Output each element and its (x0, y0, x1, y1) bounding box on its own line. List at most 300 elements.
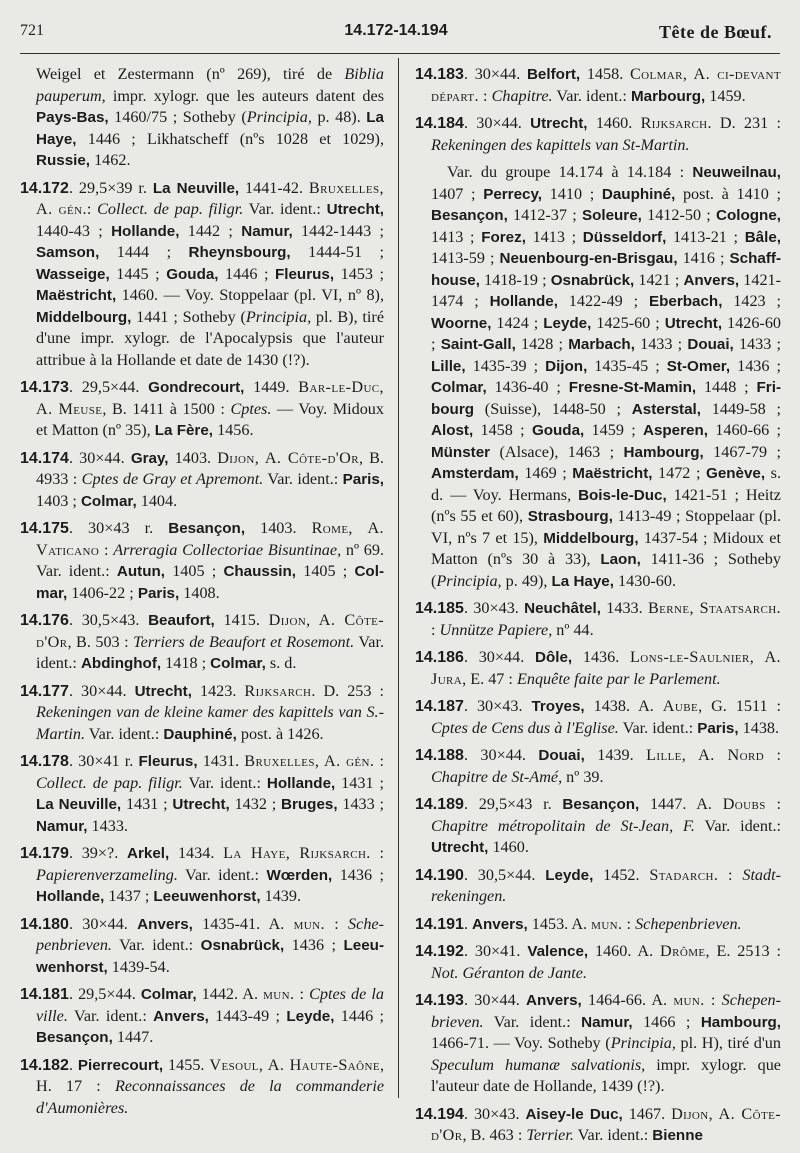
italic-title: Schepenbrieven. (36, 914, 384, 954)
entry-text: 1466-71. — Voy. Sotheby ( (431, 1034, 611, 1052)
place-name: Valence, (527, 943, 589, 960)
entry-text: — Voy. Midoux et Matton (nº 35), (36, 399, 384, 439)
entry-text: . 30,5×43. (68, 611, 149, 629)
entry-text: 1452. (593, 865, 650, 884)
place-name: Aisey-le Duc, (525, 1105, 623, 1123)
italic-title: Cptes. (230, 399, 272, 418)
place-name: Saint-Gall, (440, 336, 516, 353)
place-name: Fleurus, (274, 265, 335, 283)
place-name: Wasseige, (36, 265, 110, 283)
entry-text: 1449-58 ; (701, 399, 782, 418)
place-name: Leeuwenhorst, (153, 888, 261, 905)
entry-number: 14.177 (20, 682, 69, 700)
place-name: Gondrecourt, (148, 379, 245, 396)
place-name: Maëstricht, (572, 465, 653, 482)
place-name: Leyde, (545, 866, 594, 884)
archive-name: Bar-le-Duc, A. Meuse (36, 378, 384, 418)
place-name: Arkel, (127, 845, 170, 862)
place-name: Pierrecourt, (77, 1056, 164, 1074)
entry-text: Var. ident.: (552, 86, 631, 105)
place-name: Hambourg, (623, 443, 704, 461)
place-name: Anvers, (526, 992, 582, 1009)
entry-text: 1459. (705, 86, 746, 105)
place-name: Utrecht, (134, 682, 192, 700)
entry-number: 14.182 (20, 1056, 69, 1074)
italic-title: Terrier. (526, 1126, 574, 1144)
entry-text: p. 49), (501, 571, 552, 590)
watermark-entry (20, 1055, 384, 1120)
entry-text: . 30×43. (463, 599, 525, 617)
watermark-entry (20, 751, 384, 837)
place-name: Colmar, (431, 379, 487, 396)
entry-text: 1453. A. (527, 914, 592, 933)
page-header (20, 22, 772, 44)
place-name: Dauphiné, (601, 185, 676, 203)
entry-text: 1456. (213, 421, 254, 439)
place-name: Colmar, (36, 563, 384, 602)
place-name: Belfort, (526, 66, 581, 83)
place-name: Maëstricht, (36, 287, 117, 304)
watermark-entry (415, 696, 781, 739)
place-name: Forez, (481, 228, 526, 246)
entry-text: 1458. (580, 65, 630, 83)
italic-title: Cptes de la ville. (36, 985, 384, 1025)
watermark-entry (415, 598, 781, 641)
italic-title: Papierenverzameling. (36, 865, 178, 884)
archive-name: Rijksarch (640, 114, 708, 132)
entry-text: 1460. — Voy. Stoppelaar (pl. VI, nº 8), (116, 286, 384, 304)
place-name: Schaffhouse, (431, 250, 782, 289)
place-name: Paris, (137, 584, 180, 602)
entry-text: 1459 ; (584, 421, 643, 439)
entry-text: impr. xylogr. que l'auteur date de Hollande, 1439 (!?). (431, 1055, 781, 1095)
watermark-entry (415, 113, 781, 156)
entry-text: 1416 ; (677, 249, 730, 267)
entry-text: 1455. (163, 1055, 210, 1074)
place-name: Anvers, (153, 1007, 209, 1025)
entry-text: 1413 ; (525, 227, 583, 246)
place-name: Leyde, (543, 314, 592, 332)
entry-text: 1439. (584, 746, 647, 764)
entry-text: 1405 ; (296, 562, 355, 580)
place-name: Neuchâtel, (524, 600, 601, 617)
entry-number: 14.186 (415, 649, 464, 666)
entry-text: 1469 ; (518, 464, 573, 482)
entry-text: 1436-40 ; (486, 378, 569, 396)
italic-title: Terriers de Beaufort et Rosemont. (133, 632, 355, 651)
italic-title: Cptes de Gray et Apremont. (81, 470, 264, 488)
place-name: Hollande, (489, 293, 558, 310)
entry-number: 14.188 (415, 747, 464, 764)
entry-text: Var. ident.: (182, 773, 267, 792)
entry-text: 1442. A. (196, 985, 264, 1003)
place-name: Leyde, (286, 1007, 335, 1025)
entry-number: 14.185 (415, 600, 464, 617)
italic-title: Collect. de pap. filigr. (97, 200, 244, 218)
entry-text: 1408. (179, 583, 220, 602)
italic-title: Reconnaissances de la commanderie d'Aumonières. (36, 1077, 385, 1117)
italic-title: Principia, (436, 571, 502, 590)
entry-number: 14.180 (20, 915, 69, 933)
entry-text: . 30×44. (463, 991, 527, 1009)
entry-text: 1403 ; (36, 491, 81, 510)
place-name: Dauphiné, (163, 725, 237, 743)
entry-text: : (294, 985, 310, 1003)
header-rule (20, 53, 780, 54)
entry-text: . D. 253 : (311, 681, 384, 700)
entry-text: 1436 ; (284, 936, 344, 954)
italic-title: Chapitre de St-Amé, (431, 767, 563, 786)
entry-text: : (324, 914, 349, 933)
italic-title: Cptes de Cens dus à l'Eglise. (431, 718, 619, 737)
entry-text: , B. 463 : (462, 1126, 527, 1144)
place-name: La Neuville, (152, 179, 240, 197)
watermark-entry (20, 178, 384, 372)
entry-number: 14.192 (415, 943, 464, 960)
entry-text: 1446 ; (218, 264, 275, 283)
entry-text: 1444 ; (99, 243, 189, 261)
place-name: Cologne, (716, 207, 781, 224)
entry-text: 1433. (87, 816, 128, 835)
place-name: Fribourg (431, 379, 781, 418)
entry-number: 14.174 (20, 449, 69, 467)
entry-text: 1442 ; (179, 221, 242, 240)
entry-text: : (765, 795, 782, 813)
archive-name: mun. (591, 914, 623, 933)
entry-text: 1430-60. (613, 571, 677, 590)
place-name: Middelbourg, (543, 529, 639, 547)
entry-text: 1439-54. (107, 957, 170, 976)
entry-text: . 30×41. (463, 942, 528, 960)
archive-name: Doubs (722, 795, 766, 813)
place-name: Hambourg, (700, 1013, 781, 1031)
place-name: Colmar, (80, 492, 137, 510)
entry-text: 1412-37 ; (507, 206, 582, 224)
place-name: Fleurus, (138, 753, 198, 770)
entry-text: : (764, 746, 781, 764)
entry-text: , G. 1511 : (698, 697, 781, 715)
entry-text: Var. ident.: (483, 1012, 582, 1031)
italic-title: Enquête faite par le Parlement. (516, 669, 721, 688)
watermark-entry (415, 941, 781, 984)
place-name: Douai, (538, 747, 585, 764)
entry-text: 1403. (168, 448, 218, 467)
archive-name: Colmar, A. ci-devant départ. (431, 65, 781, 105)
italic-title: Schepenbrieven. (635, 914, 742, 933)
entry-text: post. à 1426. (236, 724, 324, 743)
place-name: Marbach, (568, 336, 635, 353)
watermark-entry (20, 448, 384, 513)
italic-title: Not. Géranton de Jante. (431, 963, 588, 982)
place-name: Neuweilnau, (692, 164, 781, 181)
italic-title: Arreragia Collectoriae Bisuntinae, (113, 540, 342, 559)
archive-name: Dijon, A. Côte-d'Or (36, 611, 385, 651)
place-name: Dijon, (545, 357, 588, 375)
watermark-entry (415, 745, 781, 788)
entry-text: 1421 ; (634, 270, 684, 289)
entry-text: . 30×44. (463, 648, 535, 666)
entry-text: Var. ident.: (85, 724, 164, 743)
entry-text: 1437-54 ; Midoux et Matton (nºs 30 à 33), (431, 528, 781, 568)
entry-text: Var. ident.: (263, 470, 343, 488)
archive-name: Lons-le-Saulnier, A. Jura (431, 648, 781, 688)
running-title: Tête de Bœuf. (659, 22, 772, 42)
place-name: Bienne (652, 1127, 703, 1144)
place-name: Paris, (342, 471, 384, 488)
entry-text: . (463, 914, 473, 933)
watermark-entry (20, 843, 384, 908)
entry-text: 1412-50 ; (641, 206, 717, 224)
italic-title: Principia, (246, 108, 312, 126)
entry-number: 14.193 (415, 992, 464, 1009)
entry-text: . 30×44. (463, 746, 539, 764)
entry-text: . D. 231 : (707, 114, 781, 132)
place-name: Chaussin, (223, 563, 297, 580)
watermark-entry (415, 990, 781, 1098)
place-name: Dôle, (534, 649, 573, 666)
place-name: Utrecht, (664, 314, 723, 332)
entry-number: 14.181 (20, 986, 69, 1003)
entry-text: Var. ident.: (111, 936, 201, 954)
entry-text: 1405 ; (165, 562, 224, 580)
italic-title: Collect. de pap. filigr. (36, 773, 183, 792)
place-name: Namur, (241, 222, 293, 240)
archive-name: Lille, A. Nord (646, 746, 765, 764)
entry-text: 1435-45 ; (587, 356, 667, 375)
entry-text: . 30×44. (68, 448, 131, 467)
entry-text: nº 44. (552, 620, 594, 639)
entry-text: . 30×44. (68, 681, 135, 700)
place-name: Woorne, (431, 314, 492, 332)
entry-text: s. d. (265, 654, 297, 672)
place-name: Troyes, (531, 698, 585, 715)
entry-text: , B. 1411 à 1500 : (102, 399, 231, 418)
entry-text: . 30×44. (68, 914, 138, 933)
archive-name: mun. (263, 985, 295, 1003)
entry-text: 1413-59 ; (431, 249, 500, 267)
entry-text: (Alsace), 1463 ; (490, 442, 624, 461)
place-name: La Fère, (154, 422, 214, 439)
entry-text: 1434. (169, 844, 224, 862)
entry-text: s. d. — Voy. Hermans, (431, 464, 782, 504)
entry-text: nº 69. Var. ident.: (36, 540, 385, 580)
entry-text: 1431. (197, 752, 245, 770)
entry-number: 14.187 (415, 698, 464, 715)
entry-text: 1435-41. A. (192, 914, 294, 933)
entry-text: 1464-66. A. (581, 991, 674, 1009)
entry-text: 1440-43 ; (36, 221, 112, 240)
entry-text: . 30×43. (463, 1104, 526, 1123)
place-name: Osnabrück, (550, 271, 635, 289)
place-name: Besançon, (168, 520, 246, 537)
entry-text: 1431 ; (335, 773, 384, 792)
entry-text: 1458 ; (473, 421, 532, 439)
entry-text: . 30×43. (463, 697, 532, 715)
place-name: Samson, (36, 244, 100, 261)
entry-text: 1436. (572, 648, 630, 666)
place-name: Fresne-St-Mamin, (568, 379, 697, 396)
entry-text: 1413-21 ; (666, 227, 745, 246)
entry-text: , B. 503 : (67, 632, 134, 651)
entry-text: 1460. (488, 838, 529, 856)
entry-text: : (622, 914, 636, 933)
entry-number: 14.183 (415, 66, 464, 83)
place-name: Utrecht, (530, 115, 588, 132)
entry-text: 1447. (112, 1028, 154, 1046)
entry-text: 1460/75 ; Sotheby ( (108, 108, 247, 126)
place-name: Amsterdam, (431, 465, 519, 482)
place-name: La Neuville, (36, 796, 122, 813)
place-name: Düsseldorf, (582, 228, 667, 246)
entry-text: 1415. (214, 611, 269, 629)
place-name: Soleure, (581, 207, 642, 224)
archive-name: Berne, Staatsarch. (647, 599, 782, 617)
entry-text: 1466 ; (632, 1012, 701, 1031)
entry-continuation (20, 64, 384, 172)
entry-text: , E. 2513 : (705, 942, 782, 960)
entry-text: : (86, 200, 98, 218)
place-name: Namur, (581, 1013, 633, 1031)
place-name: Wœrden, (266, 866, 333, 884)
entry-text: 1413 ; (431, 227, 482, 246)
watermark-entry (20, 681, 384, 746)
watermark-entry (415, 914, 781, 936)
page-number: 721 (20, 22, 44, 39)
place-name: Alost, (431, 422, 474, 439)
entry-text: . 30×44. (463, 114, 531, 132)
entry-range: 14.172-14.194 (344, 22, 448, 39)
place-name: Münster (431, 443, 491, 461)
place-name: Asterstal, (631, 400, 702, 418)
entry-text: 1404. (136, 491, 178, 510)
entry-text: . 29,5×44. (68, 985, 141, 1003)
italic-title: Rekeningen van de kleine kamer des kapittels van S.-Martin. (36, 703, 384, 743)
place-name: Gray, (130, 449, 169, 467)
watermark-entry (415, 647, 781, 690)
entry-text: 1421-1474 ; (431, 270, 782, 310)
entry-number: 14.189 (415, 796, 464, 813)
entry-text: , H. 17 : (36, 1055, 384, 1095)
entry-text: pl. H), tiré d'un (675, 1034, 781, 1052)
place-name: Namur, (36, 817, 88, 835)
place-name: Douai, (687, 336, 734, 353)
entry-text: Var. ident.: (243, 200, 327, 218)
entry-text: 1438. (738, 718, 780, 737)
watermark-entry (20, 518, 384, 604)
entry-text: 1436 ; (332, 865, 385, 884)
archive-name: Vesoul, A. Haute-Saône (209, 1055, 380, 1074)
entry-text: . 30,5×44. (463, 865, 546, 884)
entry-text: 1421-51 ; Heitz (nºs 55 et 60), (431, 485, 781, 525)
entry-text: 1413-49 ; Stoppelaar (pl. VI, nºs 7 et 15), (431, 507, 781, 547)
entry-text: 1449. (244, 378, 299, 396)
entry-text: 1444-51 ; (290, 243, 385, 261)
entry-text: 1418 ; (161, 654, 211, 672)
entry-text: 1418-19 ; (479, 270, 551, 289)
italic-title: Stadtrekeningen. (431, 865, 782, 905)
place-name: Gouda, (531, 422, 585, 439)
place-name: Autun, (116, 563, 165, 580)
entry-text: . (68, 1055, 78, 1074)
entry-number: 14.176 (20, 612, 69, 629)
entry-number: 14.172 (20, 179, 69, 197)
place-name: Utrecht, (172, 796, 230, 813)
watermark-entry (415, 865, 781, 908)
entry-text: . 30×41 r. (68, 752, 139, 770)
place-name: Anvers, (137, 915, 193, 933)
entry-text: Weigel et Zestermann (nº 269), tiré de (36, 65, 345, 83)
entry-text: : (99, 540, 114, 559)
entry-text: : (370, 844, 384, 862)
place-name: Asperen, (642, 422, 708, 439)
entry-text: p. 48). (311, 108, 367, 126)
archive-name: Bruxelles, A. gén. (36, 178, 384, 218)
entry-text: . 29,5×39 r. (68, 178, 153, 197)
entry-text: Var. ident.: (177, 865, 267, 884)
entry-text: : (704, 991, 722, 1009)
entry-number: 14.179 (20, 845, 69, 862)
place-name: Anvers, (472, 915, 528, 933)
italic-title: Unnütze Papiere, (439, 620, 553, 639)
entry-number: 14.173 (20, 379, 69, 396)
entry-text: 1425-60 ; (591, 313, 665, 332)
entry-text: Var. ident.: (694, 816, 781, 835)
left-column (20, 64, 384, 1125)
place-name: Strasbourg, (527, 508, 613, 525)
watermark-entry (20, 984, 384, 1049)
place-name: Bruges, (281, 796, 338, 813)
place-name: Russie, (36, 152, 91, 169)
entry-number: 14.184 (415, 115, 464, 132)
place-name: Middelbourg, (36, 308, 132, 326)
watermark-entry (415, 1104, 781, 1147)
entry-text: 1438. A. (584, 697, 663, 715)
entry-text: 1431 ; (121, 795, 173, 813)
place-name: Genève, (706, 465, 766, 482)
place-name: Paris, (697, 719, 739, 737)
archive-name: mun. (673, 991, 705, 1009)
entry-text: . 30×43 r. (68, 519, 169, 537)
entry-text: 1433 ; (634, 335, 688, 353)
place-name: Bois-le-Duc, (578, 486, 667, 504)
entry-text: 1445 ; (109, 264, 167, 283)
entry-text: . 29,5×43 r. (463, 795, 563, 813)
place-name: Beaufort, (148, 612, 215, 629)
entry-text: 1443-49 ; (208, 1006, 287, 1025)
place-name: St-Omer, (666, 357, 731, 375)
entry-number: 14.178 (20, 753, 69, 770)
entry-text: 1437 ; (104, 887, 154, 905)
watermark-entry (20, 377, 384, 442)
archive-name: Stadarch. (649, 865, 719, 884)
place-name: Utrecht, (431, 839, 489, 856)
entry-number: 14.191 (415, 915, 464, 933)
italic-title: Chapitre métropolitain de St-Jean, F. (431, 816, 695, 835)
italic-title: Principia, (245, 307, 312, 326)
entry-text: 1446 ; Likhatscheff (nºs 1028 et 1029), (76, 129, 384, 148)
archive-name: Bruxelles, A. gén. (244, 752, 375, 770)
entry-text: (Suisse), 1448-50 ; (474, 399, 632, 418)
archive-name: Dijon, A. Côte-d'Or (217, 448, 359, 467)
italic-title: Chapitre. (491, 86, 553, 105)
italic-title: Rekeningen des kapittels van St-Martin. (431, 135, 690, 154)
entry-text: 1406-22 ; (67, 583, 138, 602)
entry-text: 1403. (245, 519, 312, 537)
place-name: Neuenbourg-en-Brisgau, (499, 250, 678, 267)
entry-text: 1424 ; (491, 313, 544, 332)
place-name: Utrecht, (326, 201, 385, 218)
entry-text: 1411-36 ; Sotheby ( (431, 550, 781, 590)
